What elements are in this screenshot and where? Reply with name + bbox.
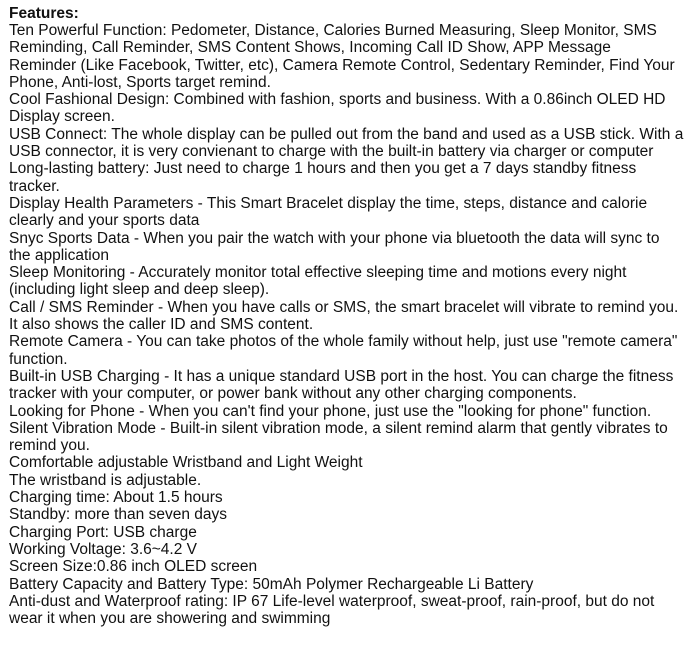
text-line: tracker. [9, 177, 60, 195]
text-line: USB connector, it is very convienant to charge with the built-in battery via charger or computer [9, 143, 654, 161]
text-line: Reminder (Like Facebook, Twitter, etc), Camera Remote Control, Sedentary Reminder, Find Your [9, 56, 675, 74]
text-line: Charging Port: USB charge [9, 523, 197, 541]
text-line: wear it when you are showering and swimming [9, 610, 331, 628]
text-line: Display screen. [9, 108, 115, 126]
text-line: Ten Powerful Function: Pedometer, Distance, Calories Burned Measuring, Sleep Monitor, SMS [9, 22, 657, 39]
text-line: Remote Camera - You can take photos of the whole family without help, just use "remote camera" [9, 333, 678, 351]
features-heading: Features: [9, 5, 79, 22]
text-line: Charging time: About 1.5 hours [9, 489, 223, 507]
text-line: USB Connect: The whole display can be pulled out from the band and used as a USB stick. With a [9, 125, 684, 143]
text-line: Looking for Phone - When you can't find your phone, just use the "looking for phone" function. [9, 402, 652, 420]
text-line: function. [9, 350, 68, 368]
text-line: The wristband is adjustable. [9, 471, 202, 489]
text-line: Standby: more than seven days [9, 506, 227, 524]
text-line: Long-lasting battery: Just need to charge 1 hours and then you get a 7 days standby fitness [9, 160, 637, 178]
text-line: Battery Capacity and Battery Type: 50mAh Polymer Rechargeable Li Battery [9, 575, 534, 593]
text-line: Call / SMS Reminder - When you have calls or SMS, the smart bracelet will vibrate to remind you. [9, 298, 679, 316]
text-line: the application [9, 246, 109, 264]
text-line: Reminding, Call Reminder, SMS Content Shows, Incoming Call ID Show, APP Message [9, 39, 611, 57]
text-line: Working Voltage: 3.6~4.2 V [9, 540, 197, 558]
text-line: clearly and your sports data [9, 212, 200, 230]
text-line: Display Health Parameters - This Smart Bracelet display the time, steps, distance and calorie [9, 194, 648, 212]
text-line: It also shows the caller ID and SMS content. [9, 316, 314, 334]
text-line: Sleep Monitoring - Accurately monitor total effective sleeping time and motions every night [9, 264, 627, 282]
text-line: Phone, Anti-lost, Sports target remind. [9, 73, 271, 91]
text-line: Cool Fashional Design: Combined with fashion, sports and business. With a 0.86inch OLED HD [9, 91, 666, 109]
text-line: Silent Vibration Mode - Built-in silent vibration mode, a silent remind alarm that gently vibrates to [9, 419, 668, 437]
text-line: Anti-dust and Waterproof rating: IP 67 Life-level waterproof, sweat-proof, rain-proof, but do not [9, 592, 655, 610]
text-line: Built-in USB Charging - It has a unique standard USB port in the host. You can charge the fitness [9, 367, 674, 385]
text-line: Snyc Sports Data - When you pair the watch with your phone via bluetooth the data will sync to [9, 229, 660, 247]
text-line: Comfortable adjustable Wristband and Light Weight [9, 454, 363, 472]
text-line: remind you. [9, 437, 90, 455]
text-line: (including light sleep and deep sleep). [9, 281, 270, 299]
text-line: tracker with your computer, or power bank without any other charging components. [9, 385, 577, 403]
text-line: Screen Size:0.86 inch OLED screen [9, 558, 258, 576]
features-text [9, 22, 692, 627]
